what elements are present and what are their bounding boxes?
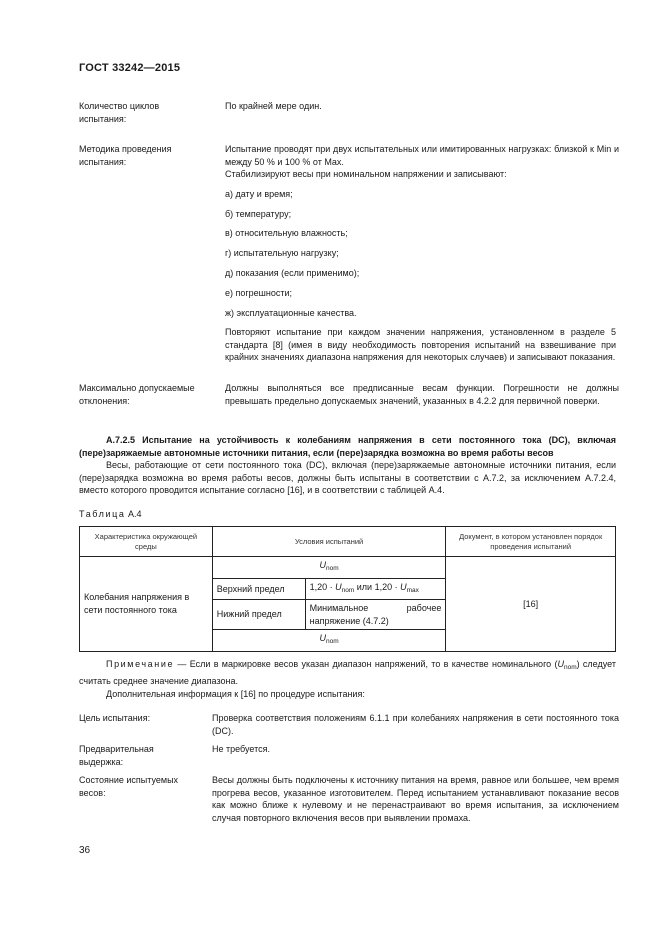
extra-info: Дополнительная информация к [16] по процедуре испытания: bbox=[106, 689, 365, 699]
list-item: е) погрешности; bbox=[225, 288, 293, 298]
section-heading: А.7.2.5 Испытание на устойчивость к колебаниям напряжения в сети постоянного тока (DC), включая (пере)заряжаемые автономные источники питания, если (пере)зарядка возможна во время работы весов bbox=[79, 435, 616, 458]
table-cell-unom-top bbox=[212, 557, 446, 579]
procedure-value: Весы должны быть подключены к источнику питания на время, равное или большее, чем время прогрева весов, указанное изготовителем. Перед испытанием устанавливают показание весов как можно ближе к нулевому и не перенастраивают во время испытания, за исключением случая повторного включения весов при выявлении промаха. bbox=[212, 775, 619, 823]
page-number: 36 bbox=[79, 845, 91, 856]
table-cell-doc: [16] bbox=[446, 557, 616, 652]
table-cell-lower-label: Нижний предел bbox=[212, 600, 305, 630]
table-header-conditions: Условия испытаний bbox=[212, 527, 446, 557]
table-cell-env: Колебания напряжения в сети постоянного тока bbox=[80, 557, 213, 652]
procedure-label: Предварительная выдержка: bbox=[79, 744, 154, 767]
max-deviation-row bbox=[79, 382, 619, 407]
max-deviation-label: Максимально допускаемые отклонения: bbox=[79, 383, 195, 406]
method-stabilize: Стабилизируют весы при номинальном напряжении и записывают: bbox=[225, 169, 507, 179]
table-cell-upper-label: Верхний предел bbox=[212, 578, 305, 600]
procedure-row bbox=[79, 774, 619, 824]
table-caption-number: А.4 bbox=[128, 509, 142, 519]
cycles-row bbox=[79, 100, 619, 125]
list-item: в) относительную влажность; bbox=[225, 228, 348, 238]
u-sub: nom bbox=[325, 565, 339, 572]
document-header: ГОСТ 33242—2015 bbox=[79, 62, 181, 74]
section-body: Весы, работающие от сети постоянного тока (DC), включая (пере)заряжаемые автономные источники питания, если (пере)зарядка возможна во время работы весов, должны быть испытаны в соответствии с А.7.2, за исключением А.7.2.4, вместо которого проводится испытание согласно [16], и в соответствии с таблицей А.4. bbox=[79, 460, 616, 495]
table-caption-word: Таблица bbox=[79, 509, 126, 519]
max-deviation-value: Должны выполняться все предписанные весам функции. Погрешности не должны превышать предельно допускаемых значений, указанных в 4.2.2 для первичной поверки. bbox=[225, 383, 619, 406]
procedure-label: Цель испытания: bbox=[79, 713, 151, 723]
table-note: Примечание — Если в маркировке весов указан диапазон напряжений, то в качестве номинального $(U_{nom})$ следует считать среднее значение диапазона. bbox=[79, 659, 616, 686]
list-item: ж) эксплуатационные качества. bbox=[225, 308, 357, 318]
table-header-env: Характеристика окружающей среды bbox=[80, 527, 213, 557]
note-word: Примечание bbox=[106, 659, 175, 669]
cycles-value: По крайней мере один. bbox=[225, 101, 322, 111]
method-label: Методика проведения испытания: bbox=[79, 144, 172, 167]
method-row bbox=[79, 143, 619, 168]
method-repeat: Повторяют испытание при каждом значении напряжения, установленном в разделе 5 стандарта [8] (имея в виду необходимость повторения испытаний на взвешивание при крайних значениях диапазона напряжения для некоторых случаев) и записывают показания. bbox=[225, 327, 616, 362]
procedure-label: Состояние испытуемых весов: bbox=[79, 775, 179, 798]
table-cell-unom-bottom: $U_{nom}$ bbox=[212, 630, 446, 652]
procedure-value: Проверка соответствия положениям 6.1.1 при колебаниях напряжения в сети постоянного тока (DC). bbox=[212, 713, 619, 736]
procedure-row bbox=[79, 712, 619, 737]
table-header-document: Документ, в котором установлен порядок проведения испытаний bbox=[446, 527, 616, 557]
table-caption bbox=[79, 508, 616, 521]
table-cell-upper-value: $1,20 \cdot U_{nom}$ или $1,20 \cdot U_{max}$ bbox=[305, 578, 446, 600]
u-symbol: U bbox=[319, 560, 326, 570]
cycles-label: Количество циклов испытания: bbox=[79, 101, 160, 124]
list-item: г) испытательную нагрузку; bbox=[225, 248, 339, 258]
method-value: Испытание проводят при двух испытательных или имитированных нагрузках: близкой к Min и между 50 % и 100 % от Max. bbox=[225, 144, 619, 167]
list-item: д) показания (если применимо); bbox=[225, 268, 360, 278]
procedure-row bbox=[79, 743, 619, 768]
list-item: а) дату и время; bbox=[225, 189, 293, 199]
list-item: б) температуру; bbox=[225, 209, 292, 219]
table-cell-lower-value: Минимальное рабочее напряжение (4.7.2) bbox=[305, 600, 446, 630]
table-a4 bbox=[79, 526, 616, 652]
procedure-value: Не требуется. bbox=[212, 744, 270, 754]
